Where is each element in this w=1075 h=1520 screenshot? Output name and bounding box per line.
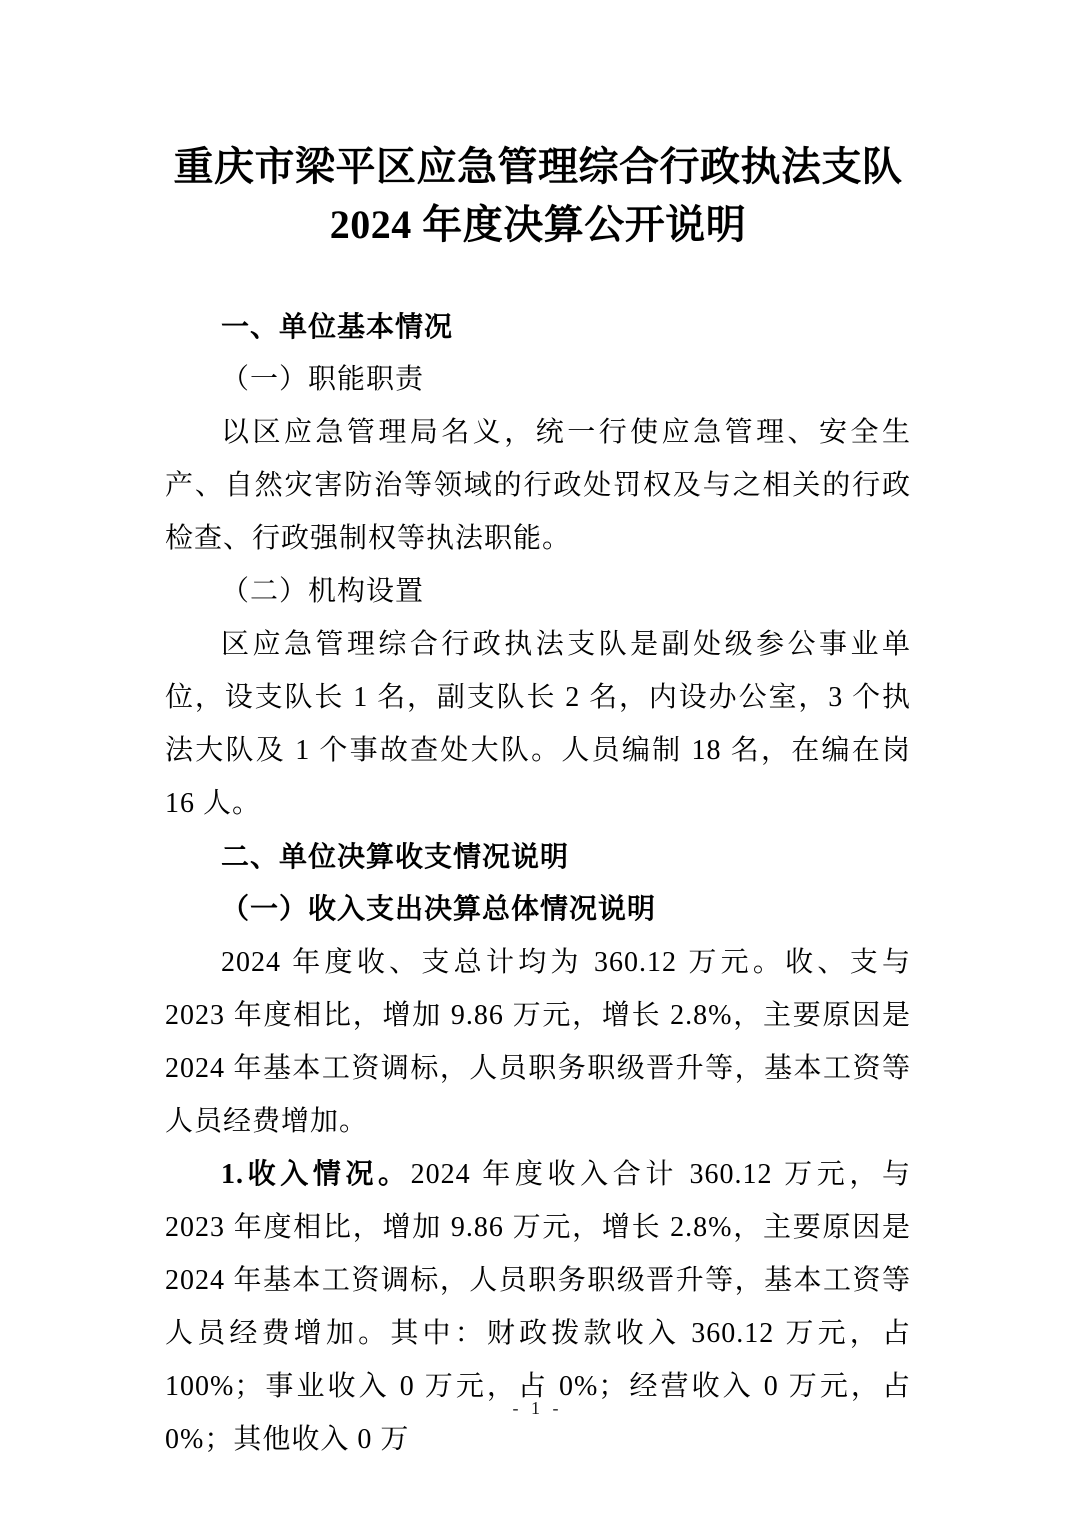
document-body (165, 300, 911, 1466)
subsection-heading-1-2: （二）机构设置 (221, 576, 425, 607)
section-heading-2: 二、单位决算收支情况说明 (221, 841, 570, 872)
income-lead-label: 1.收入情况。 (221, 1159, 411, 1190)
body-paragraph-duties: 以区应急管理局名义，统一行使应急管理、安全生产、自然灾害防治等领域的行政处罚权及与之相关的行政检查、行政强制权等执法职能。 (165, 417, 911, 554)
subsection-heading-1-1: （一）职能职责 (221, 364, 425, 395)
document-title (165, 138, 911, 254)
body-paragraph-totals: 2024 年度收、支总计均为 360.12 万元。收、支与 2023 年度相比，增加 9.86 万元，增长 2.8%，主要原因是 2024 年基本工资调标，人员职务职级晋升等，基本工资等人员经费增加。 (165, 947, 911, 1137)
document-title-line1: 重庆市梁平区应急管理综合行政执法支队 (173, 144, 903, 189)
body-paragraph-structure: 区应急管理综合行政执法支队是副处级参公事业单位，设支队长 1 名，副支队长 2 名，内设办公室，3 个执法大队及 1 个事故查处大队。人员编制 18 名，在编在岗 16 人。 (165, 629, 911, 819)
document-title-line2: 2024 年度决算公开说明 (329, 202, 747, 247)
section-heading-1: 一、单位基本情况 (221, 311, 454, 342)
income-paragraph-text: 2024 年度收入合计 360.12 万元，与 2023 年度相比，增加 9.86 万元，增长 2.8%，主要原因是 2024 年基本工资调标，人员职务职级晋升等，基本工资等人员经费增加。其中：财政拨款收入 360.12 万元，占 100%；事业收入 0 万元，占 0%；经营收入 0 万元，占 0%；其他收入 0 万 (165, 1159, 911, 1455)
page-number: - 1 - (512, 1398, 563, 1418)
subsection-heading-2-1: （一）收入支出决算总体情况说明 (221, 894, 657, 925)
